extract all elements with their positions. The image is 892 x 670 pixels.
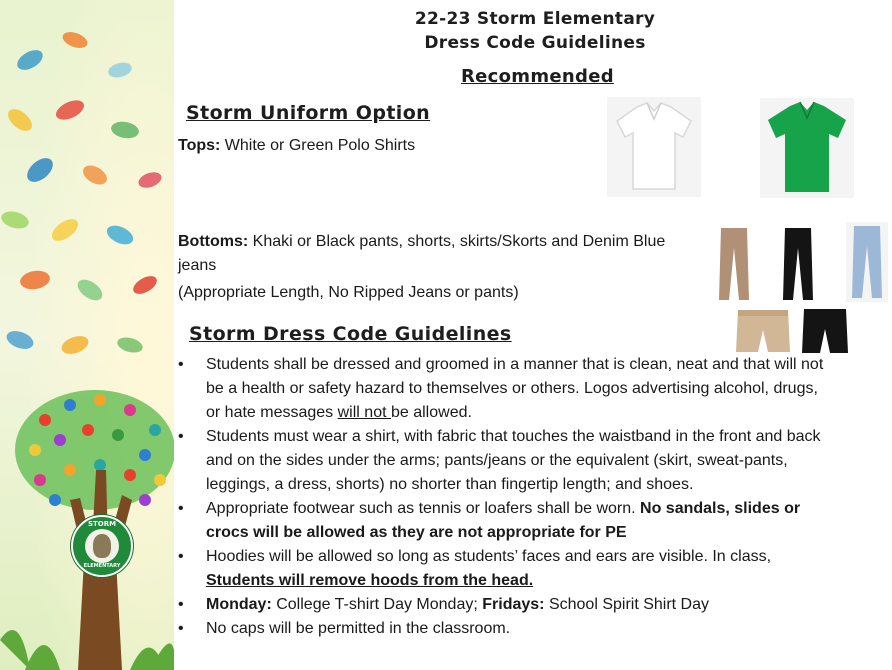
bullet-icon: •	[178, 548, 184, 565]
black-shorts-image	[800, 305, 850, 357]
list-item: • No caps will be permitted in the classroom.	[178, 617, 828, 641]
page-title-line2: Dress Code Guidelines	[424, 33, 646, 53]
blue-jeans-image	[846, 222, 888, 302]
list-item: • Appropriate footwear such as tennis or loafers shall be worn. No sandals, slides or crocs will be allowed as they are not appropriate for PE	[178, 497, 828, 545]
dress-code-heading: Storm Dress Code Guidelines	[189, 323, 512, 345]
bottoms-text: Khaki or Black pants, shorts, skirts/Skorts and Denim Blue jeans	[178, 233, 666, 274]
decorative-tree-artwork	[0, 0, 174, 670]
school-logo	[71, 515, 133, 577]
bottoms-note: (Appropriate Length, No Ripped Jeans or pants)	[178, 284, 519, 301]
uniform-heading: Storm Uniform Option	[186, 102, 431, 124]
tops-line	[178, 134, 415, 158]
green-polo-image	[760, 98, 854, 198]
khaki-pants-image	[715, 226, 753, 302]
bullet-icon: •	[178, 596, 184, 613]
bullet-icon: •	[178, 428, 184, 445]
tops-label: Tops:	[178, 137, 221, 154]
bottoms-label: Bottoms:	[178, 233, 249, 250]
list-item: • Students must wear a shirt, with fabric that touches the waistband in the front and back and on the sides under the arms; pants/jeans or the equivalent (skirt, sweat-pants, leggings, a dress, shorts) no shorter than fingertip length; and shoes.	[178, 425, 828, 497]
dress-code-list	[178, 353, 828, 641]
logo-text-bottom: ELEMENTARY	[83, 563, 121, 569]
recommended-heading: Recommended	[461, 66, 614, 87]
logo-wildcat-icon	[93, 534, 111, 558]
logo-text-top: STORM	[87, 520, 117, 528]
bullet-icon: •	[178, 500, 184, 517]
bullet-icon: •	[178, 620, 184, 637]
white-polo-image	[607, 97, 701, 197]
list-item: • Monday: College T-shirt Day Monday; Fridays: School Spirit Shirt Day	[178, 593, 828, 617]
page-title-line1: 22-23 Storm Elementary	[414, 9, 656, 29]
black-pants-image	[779, 226, 817, 302]
list-item: • Students shall be dressed and groomed in a manner that is clean, neat and that will not be a health or safety hazard to themselves or others. Logos advertising alcohol, drugs, or hate messages will not be allowed.	[178, 353, 828, 425]
bottoms-line	[178, 230, 698, 278]
khaki-shorts-image	[734, 306, 792, 356]
bullet-icon: •	[178, 356, 184, 373]
tops-text: White or Green Polo Shirts	[220, 137, 416, 154]
list-item: • Hoodies will be allowed so long as students’ faces and ears are visible. In class, Students will remove hoods from the head.	[178, 545, 828, 593]
